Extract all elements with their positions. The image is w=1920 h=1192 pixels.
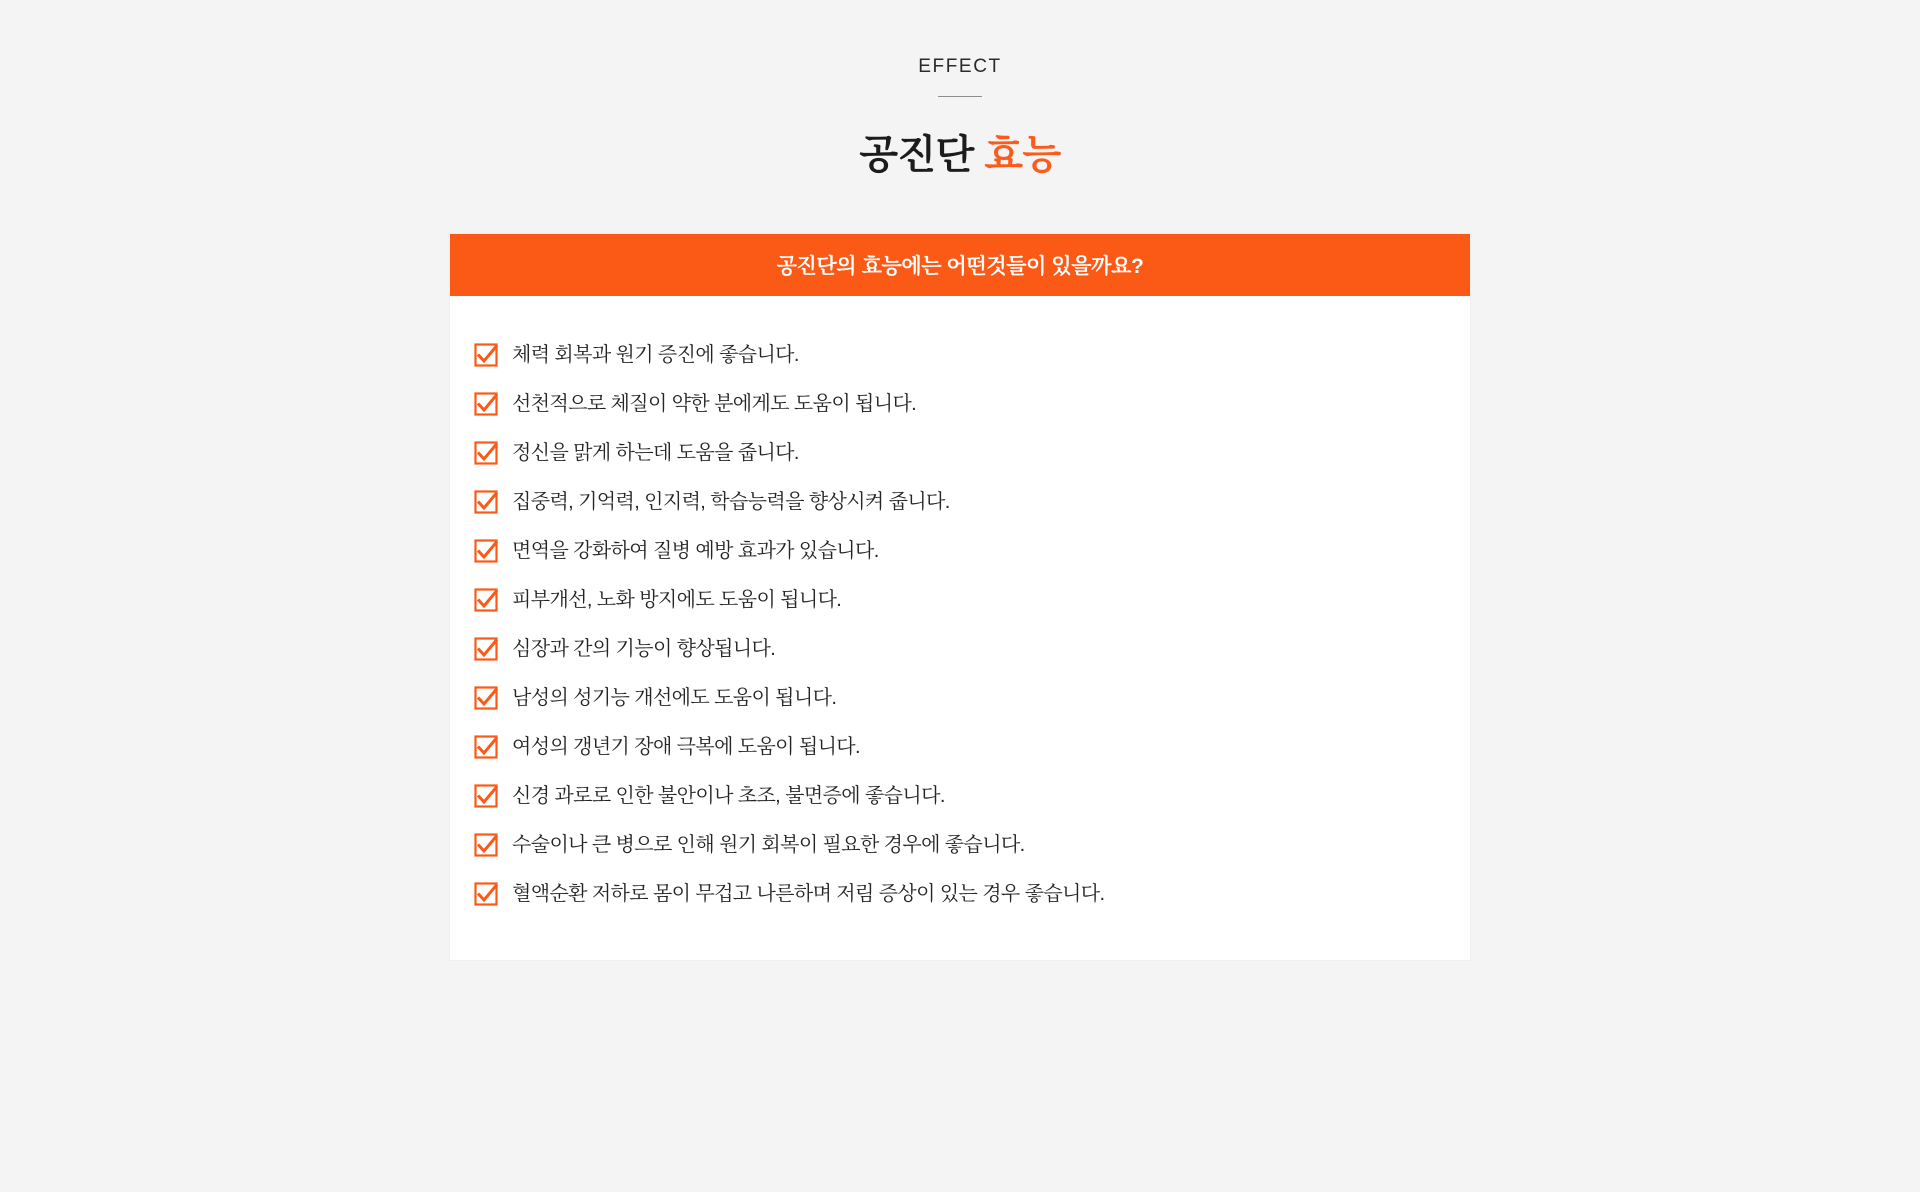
check-square-icon [474,882,498,906]
check-square-icon [474,490,498,514]
check-square-icon [474,441,498,465]
effect-card [450,234,1470,960]
list-item [464,722,1470,771]
list-item-label: 혈액순환 저하로 몸이 무겁고 나른하며 저림 증상이 있는 경우 좋습니다. [512,882,1105,905]
check-square-icon [474,735,498,759]
list-item-label: 선천적으로 체질이 약한 분에게도 도움이 됩니다. [512,392,917,415]
list-item-label: 피부개선, 노화 방지에도 도움이 됩니다. [512,588,842,611]
list-item-label: 정신을 맑게 하는데 도움을 줍니다. [512,441,799,464]
list-item [464,526,1470,575]
list-item-label: 면역을 강화하여 질병 예방 효과가 있습니다. [512,539,879,562]
content-wrapper [450,0,1470,960]
list-item [464,624,1470,673]
list-item [464,771,1470,820]
check-square-icon [474,588,498,612]
page-title-accent: 효능 [984,133,1061,177]
section-eyebrow [450,56,1470,97]
check-square-icon [474,784,498,808]
list-item-label: 신경 과로로 인한 불안이나 초조, 불면증에 좋습니다. [512,784,945,807]
card-heading-text: 공진단의 효능에는 어떤것들이 있을까요? [776,255,1144,278]
list-item [464,575,1470,624]
card-body [450,296,1470,960]
page-title [450,123,1470,180]
list-item [464,869,1470,918]
check-square-icon [474,686,498,710]
list-item-label: 수술이나 큰 병으로 인해 원기 회복이 필요한 경우에 좋습니다. [512,833,1025,856]
list-item [464,673,1470,722]
list-item-label: 집중력, 기억력, 인지력, 학습능력을 향상시켜 줍니다. [512,490,950,513]
effect-list [450,330,1470,918]
list-item-label: 심장과 간의 기능이 향상됩니다. [512,637,776,660]
divider [938,96,982,97]
page-title-main: 공진단 [859,133,985,177]
check-square-icon [474,343,498,367]
card-heading-bar [450,234,1470,296]
check-square-icon [474,833,498,857]
list-item-label: 남성의 성기능 개선에도 도움이 됩니다. [512,686,837,709]
list-item-label: 체력 회복과 원기 증진에 좋습니다. [512,343,799,366]
check-square-icon [474,637,498,661]
check-square-icon [474,392,498,416]
list-item [464,428,1470,477]
list-item [464,379,1470,428]
list-item-label: 여성의 갱년기 장애 극복에 도움이 됩니다. [512,735,860,758]
check-square-icon [474,539,498,563]
list-item [464,820,1470,869]
list-item [464,477,1470,526]
list-item [464,330,1470,379]
eyebrow-label: EFFECT [918,56,1002,77]
